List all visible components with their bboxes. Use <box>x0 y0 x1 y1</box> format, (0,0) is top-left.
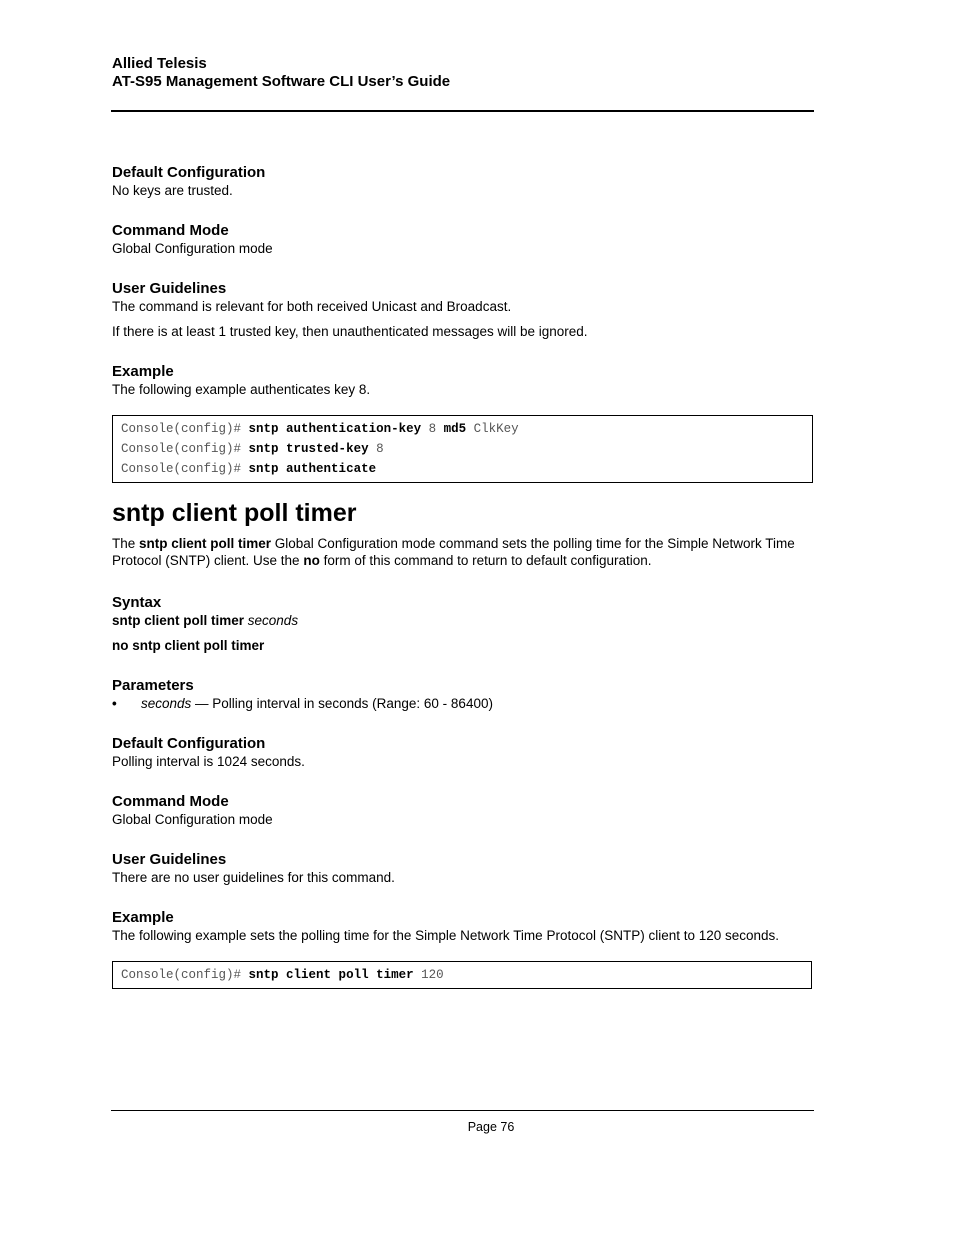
user-guidelines-section <box>112 850 822 886</box>
section-text: Global Configuration mode <box>112 241 273 256</box>
default-config-section <box>112 734 822 770</box>
prev-user-guidelines-section <box>112 279 822 340</box>
intro-no-keyword: no <box>303 553 320 568</box>
syntax-command: sntp client poll timer <box>112 613 245 628</box>
footer-rule <box>111 1110 814 1111</box>
intro-command: sntp client poll timer <box>139 536 272 551</box>
section-text: The following example sets the polling time for the Simple Network Time Protocol (SNTP) client to 120 seconds. <box>112 928 780 943</box>
code-command: sntp authentication-key <box>248 422 422 436</box>
code-prompt: Console(config)# <box>121 442 242 456</box>
code-prompt: Console(config)# <box>121 462 242 476</box>
section-heading: User Guidelines <box>112 280 227 297</box>
code-line <box>121 965 803 985</box>
param-name: seconds <box>141 696 192 711</box>
code-argument: 8 <box>376 442 384 456</box>
command-mode-section <box>112 792 822 828</box>
section-text: Polling interval is 1024 seconds. <box>112 754 305 769</box>
code-line <box>121 459 804 479</box>
syntax-line <box>112 612 822 629</box>
section-text: Global Configuration mode <box>112 812 273 827</box>
section-heading: Syntax <box>112 594 162 611</box>
prev-default-config-section <box>112 163 822 199</box>
code-command: sntp client poll timer <box>248 968 414 982</box>
header-rule <box>111 110 814 112</box>
example-section <box>112 908 822 989</box>
code-command: sntp trusted-key <box>248 442 369 456</box>
code-command: sntp authenticate <box>248 462 377 476</box>
parameters-section <box>112 676 822 712</box>
syntax-section <box>112 593 822 654</box>
section-text: There are no user guidelines for this command. <box>112 870 395 885</box>
prev-example-section <box>112 362 822 483</box>
code-line <box>121 419 804 439</box>
code-argument: 120 <box>421 968 444 982</box>
section-text: The command is relevant for both received Unicast and Broadcast. <box>112 299 512 314</box>
section-heading: Example <box>112 909 174 926</box>
code-block <box>112 961 812 989</box>
command-intro <box>112 535 822 569</box>
intro-text: form of this command to return to default configuration. <box>319 553 652 568</box>
section-text: No keys are trusted. <box>112 183 233 198</box>
code-argument: ClkKey <box>473 422 519 436</box>
code-command: md5 <box>443 422 467 436</box>
intro-text: Global Configuration mode command sets the polling time for the Simple Network Time Protocol (SNTP) client. Use the <box>112 536 795 568</box>
guide-title: AT-S95 Management Software CLI User’s Guide <box>112 73 451 90</box>
section-text: The following example authenticates key 8. <box>112 382 371 397</box>
section-heading: Default Configuration <box>112 164 266 181</box>
section-heading: Example <box>112 363 174 380</box>
code-line <box>121 439 804 459</box>
code-argument: 8 <box>428 422 437 436</box>
syntax-line-no: no sntp client poll timer <box>112 638 265 653</box>
code-block <box>112 415 813 483</box>
intro-text: The <box>112 536 140 551</box>
bullet-icon: • <box>112 696 117 711</box>
section-heading: Default Configuration <box>112 735 266 752</box>
code-prompt: Console(config)# <box>121 968 242 982</box>
section-heading: Command Mode <box>112 793 229 810</box>
page-header <box>112 55 450 91</box>
section-text: If there is at least 1 trusted key, then unauthenticated messages will be ignored. <box>112 324 588 339</box>
page-content <box>112 163 822 989</box>
section-heading: Command Mode <box>112 222 229 239</box>
command-title: sntp client poll timer <box>112 499 357 527</box>
syntax-param: seconds <box>247 613 299 628</box>
param-desc: — Polling interval in seconds (Range: 60 - 86400) <box>191 696 493 711</box>
code-prompt: Console(config)# <box>121 422 242 436</box>
section-heading: User Guidelines <box>112 851 227 868</box>
prev-command-mode-section <box>112 221 822 257</box>
page-number: Page 76 <box>467 1120 515 1134</box>
company-name: Allied Telesis <box>112 55 207 72</box>
parameter-item <box>112 695 822 712</box>
section-heading: Parameters <box>112 677 194 694</box>
